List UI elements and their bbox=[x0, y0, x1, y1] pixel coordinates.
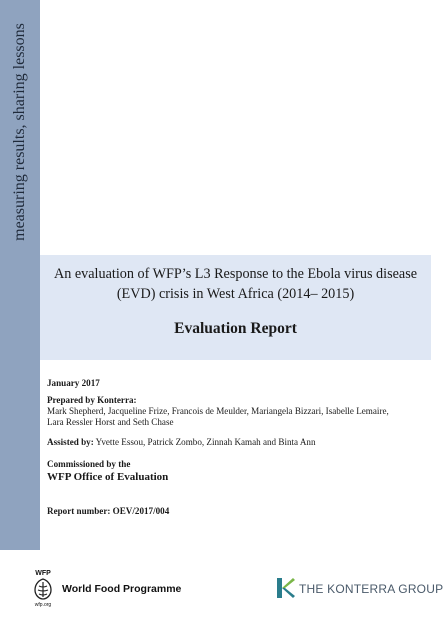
commissioned-by-label: Commissioned by the bbox=[47, 459, 131, 469]
wfp-name: World Food Programme bbox=[62, 583, 182, 595]
wfp-emblem-icon bbox=[33, 578, 53, 600]
wfp-logo bbox=[30, 570, 56, 610]
prepared-by-names-line2: Lara Ressler Horst and Seth Chase bbox=[47, 417, 174, 427]
report-date: January 2017 bbox=[47, 378, 100, 388]
sidebar-tagline: measuring results, sharing lessons bbox=[11, 23, 28, 241]
report-subtitle: Evaluation Report bbox=[174, 320, 297, 337]
prepared-by-block bbox=[47, 395, 427, 428]
sidebar-band bbox=[0, 0, 40, 550]
wfp-url: wfp.org bbox=[34, 602, 52, 608]
prepared-by-label: Prepared by Konterra: bbox=[47, 395, 137, 405]
commissioning-office: WFP Office of Evaluation bbox=[47, 471, 169, 483]
konterra-k-icon bbox=[277, 578, 295, 598]
report-title-line1: An evaluation of WFP’s L3 Response to the Ebola virus disease bbox=[53, 266, 418, 282]
report-title-line2: (EVD) crisis in West Africa (2014– 2015) bbox=[116, 286, 355, 302]
prepared-by-names-line1: Mark Shepherd, Jacqueline Frize, Francois de Meulder, Mariangela Bizzari, Isabelle Lemaire, bbox=[47, 406, 389, 416]
wfp-logo-text: WFP bbox=[35, 570, 51, 577]
report-number: Report number: OEV/2017/004 bbox=[47, 506, 170, 516]
report-title bbox=[40, 264, 431, 304]
konterra-name: THE KONTERRA GROUP bbox=[299, 582, 444, 596]
assisted-by-block bbox=[47, 437, 427, 448]
assisted-by-names: Yvette Essou, Patrick Zombo, Zinnah Kamah and Binta Ann bbox=[93, 437, 316, 447]
assisted-by-label: Assisted by: bbox=[47, 437, 94, 447]
